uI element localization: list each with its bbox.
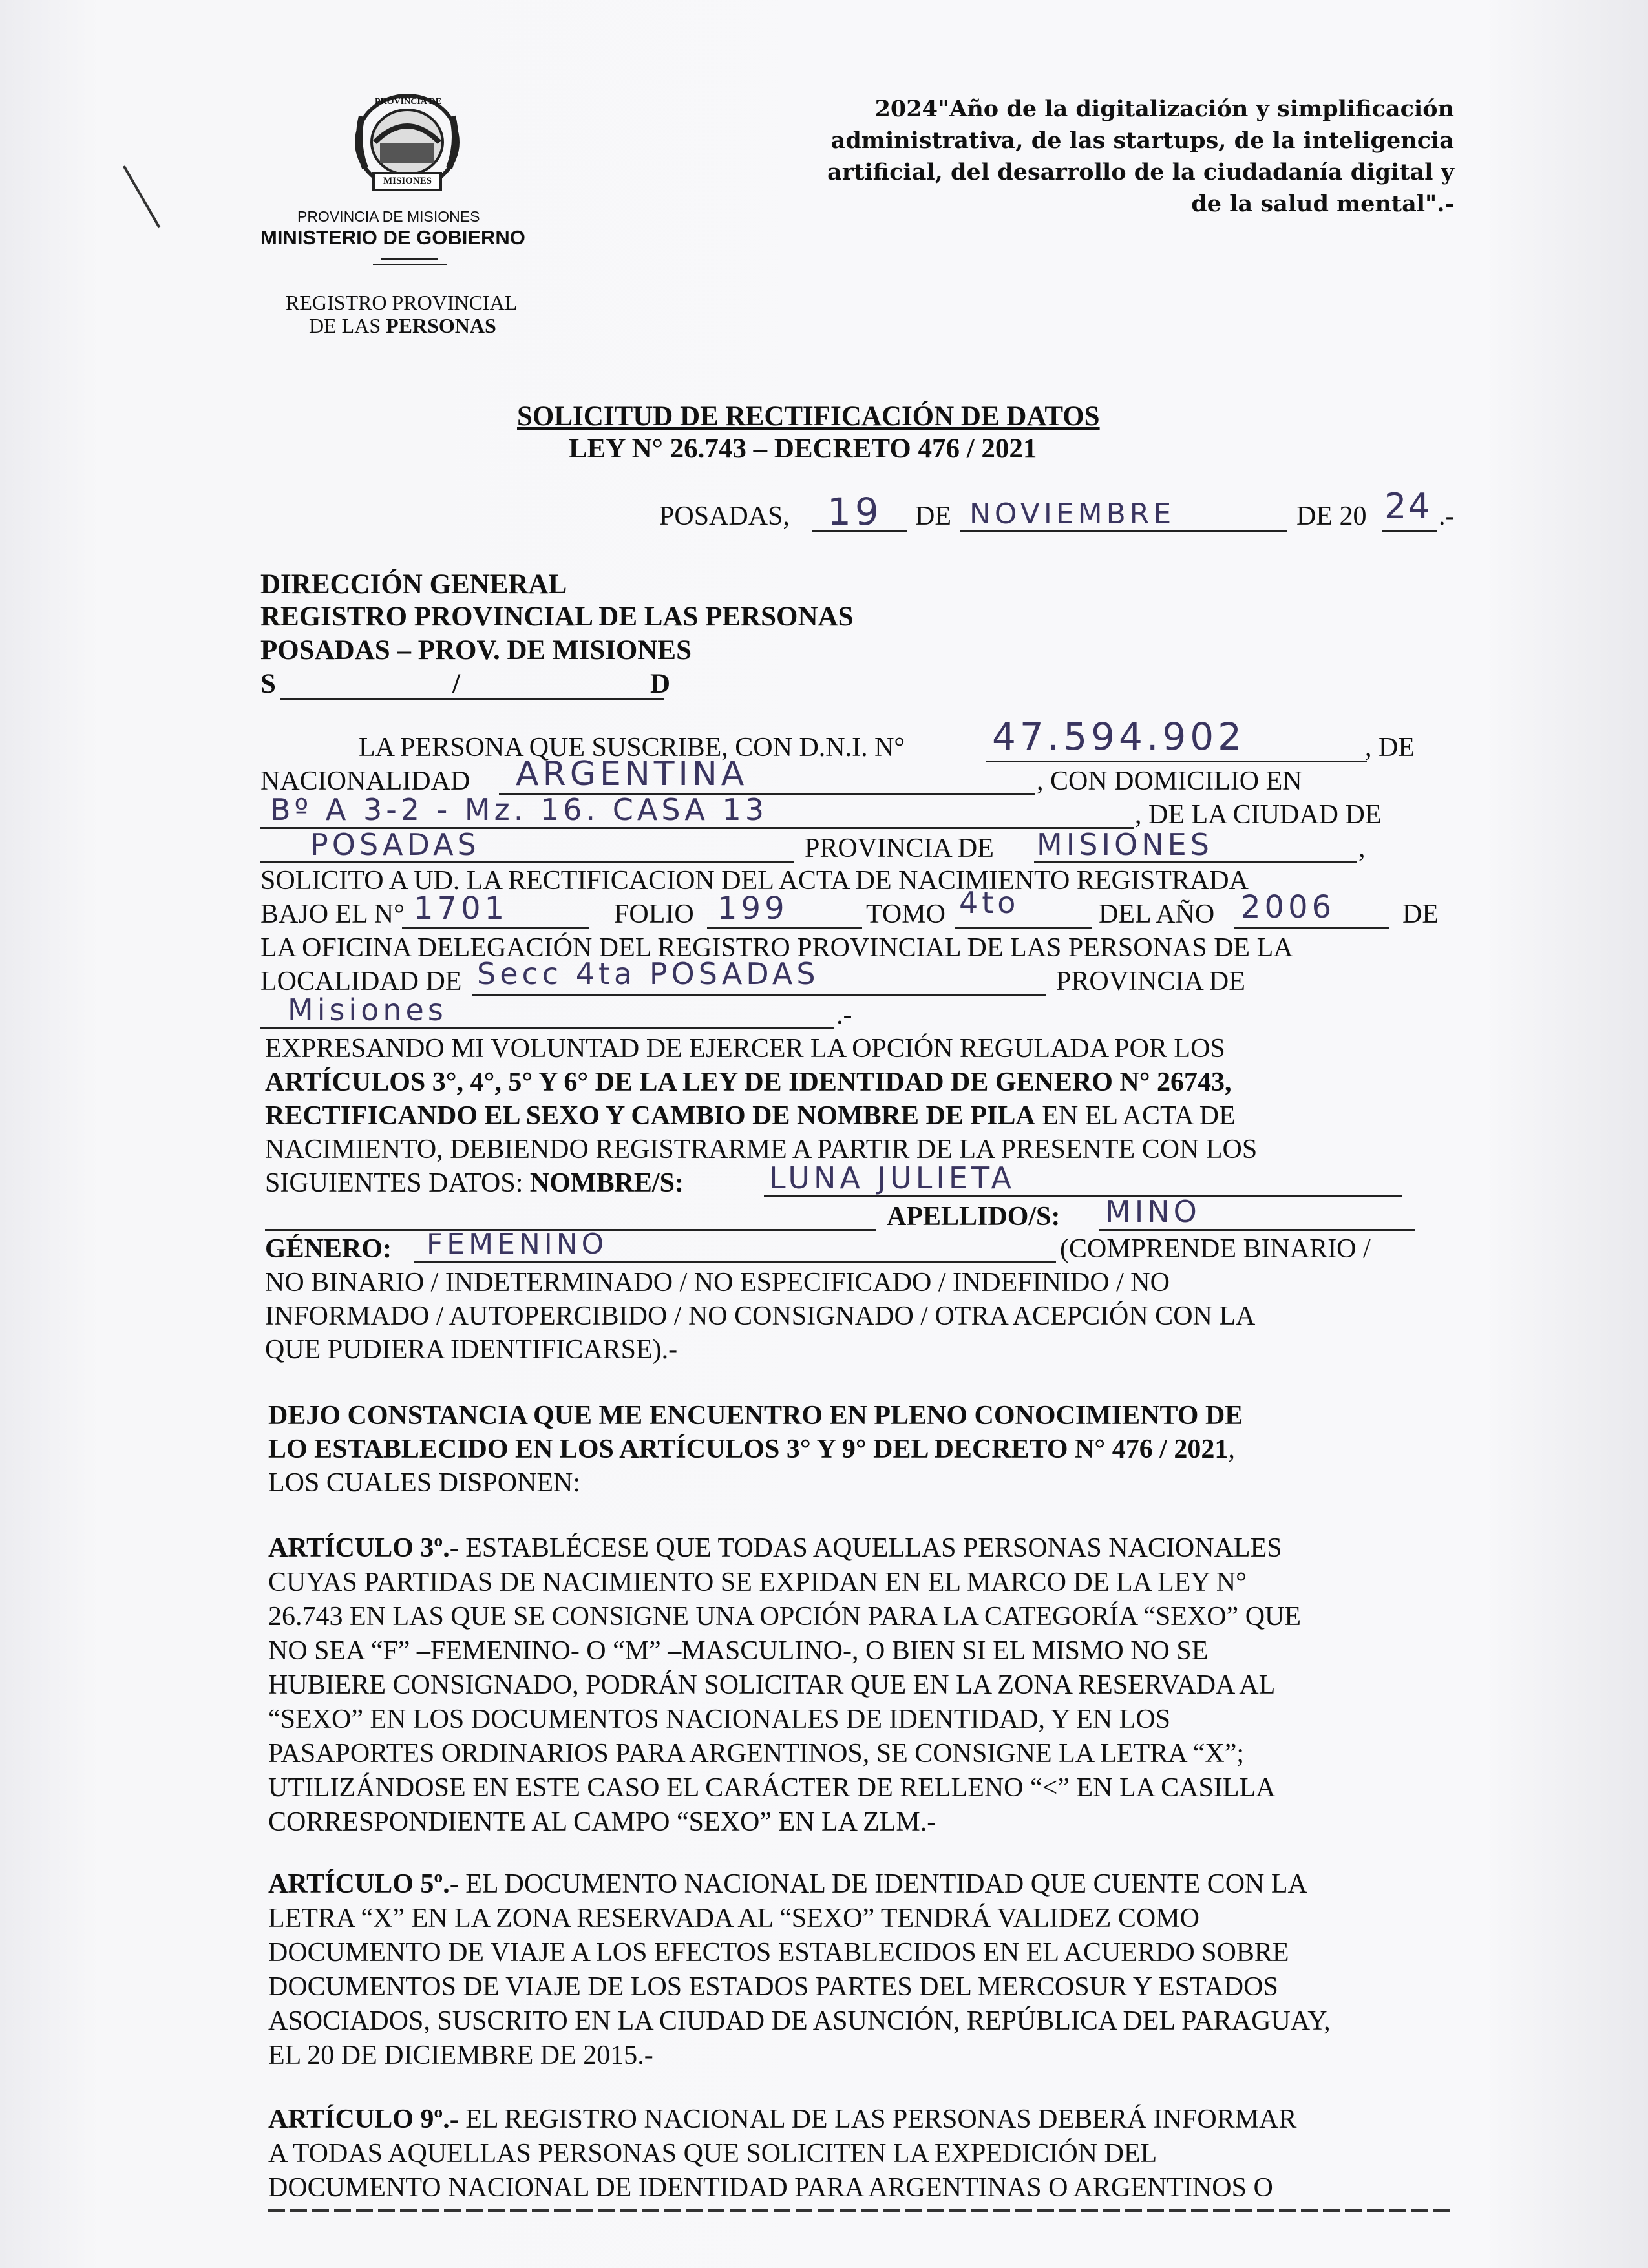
article-3-head: ARTÍCULO 3º.- (268, 1533, 459, 1563)
folio-line (707, 927, 862, 929)
article-3-l5: HUBIERE CONSIGNADO, PODRÁN SOLICITAR QUE EN LA ZONA RESERVADA AL (268, 1670, 1276, 1700)
article-5-l5: ASOCIADOS, SUSCRITO EN LA CIUDAD DE ASUNCIÓN, REPÚBLICA DEL PARAGUAY, (268, 2006, 1331, 2036)
form-t19: ARTÍCULOS 3°, 4°, 5° Y 6° DE LA LEY DE IDENTIDAD DE GENERO N° 26743, (265, 1067, 1232, 1097)
article-9 (268, 2103, 1470, 2205)
article-5-l2: LETRA “X” EN LA ZONA RESERVADA AL “SEXO” TENDRÁ VALIDEZ COMO (268, 1904, 1199, 1933)
header-ministry: MINISTERIO DE GOBIERNO (260, 226, 525, 249)
form-t22 (265, 1166, 684, 1201)
motto (743, 93, 1454, 220)
form-t24: GÉNERO: (265, 1234, 392, 1264)
form-t12: DEL AÑO (1099, 899, 1215, 929)
seal-text-bottom: MISIONES (383, 176, 432, 186)
date-city: POSADAS, (659, 501, 790, 531)
motto-line-1: 2024"Año de la digitalización y simplificación (874, 96, 1454, 122)
form-t26: NO BINARIO / INDETERMINADO / NO ESPECIFICADO / INDEFINIDO / NO (265, 1268, 1170, 1297)
pen-mark (123, 165, 160, 228)
form-t14: LA OFICINA DELEGACIÓN DEL REGISTRO PROVINCIAL DE LAS PERSONAS DE LA (260, 933, 1293, 963)
motto-line-3: artificial, del desarrollo de la ciudadanía digital y (827, 159, 1454, 185)
form-t10: FOLIO (614, 899, 694, 929)
year-line (1234, 927, 1389, 929)
seal-text-top: PROVINCIA DE (375, 97, 442, 107)
constancia-1: DEJO CONSTANCIA QUE ME ENCUENTRO EN PLENO CONOCIMIENTO DE (268, 1401, 1243, 1431)
cutoff-line (268, 2209, 1451, 2212)
registry-2b: PERSONAS (386, 314, 496, 337)
ministry-underline-2 (373, 264, 447, 265)
form-t25: (COMPRENDE BINARIO / (1060, 1234, 1371, 1264)
form-t21: NACIMIENTO, DEBIENDO REGISTRARME A PARTIR DE LA PRESENTE CON LOS (265, 1135, 1258, 1164)
constancia-2 (268, 1432, 1235, 1467)
date-year: 24 (1384, 486, 1431, 527)
date-month: NOVIEMBRE (969, 498, 1176, 530)
addressee-1: DIRECCIÓN GENERAL (260, 569, 567, 600)
gender-value: FEMENINO (427, 1228, 608, 1261)
nationality-value: ARGENTINA (516, 755, 748, 793)
form-t17: .- (836, 1000, 852, 1030)
form-t5: , DE LA CIUDAD DE (1135, 800, 1382, 830)
article-9-head: ARTÍCULO 9º.- (268, 2105, 459, 2134)
acta-value: 1701 (414, 890, 509, 927)
motto-line-2: administrativa, de las startups, de la inteligencia (830, 127, 1454, 154)
article-3-l2: CUYAS PARTIDAS DE NACIMIENTO SE EXPIDAN EN EL MARCO DE LA LEY N° (268, 1568, 1247, 1597)
form-t28: QUE PUDIERA IDENTIFICARSE).- (265, 1335, 678, 1365)
date-day: 19 (827, 490, 883, 534)
ministry-underline (381, 258, 438, 260)
article-5 (268, 1867, 1470, 2073)
form-title: SOLICITUD DE RECTIFICACIÓN DE DATOS (517, 401, 1100, 432)
locality-line (472, 994, 1046, 996)
constancia-2a: LO ESTABLECIDO EN LOS ARTÍCULOS 3° Y 9° DEL DECRETO N° 476 / 2021 (268, 1434, 1229, 1464)
addressee-d: D (650, 669, 671, 699)
article-3-l3: 26.743 EN LAS QUE SE CONSIGNE UNA OPCIÓN PARA LA CATEGORÍA “SEXO” QUE (268, 1602, 1302, 1632)
form-t20a: RECTIFICANDO EL SEXO Y CAMBIO DE NOMBRE DE PILA (265, 1101, 1035, 1131)
article-3 (268, 1531, 1470, 1840)
form-t16: PROVINCIA DE (1056, 967, 1245, 996)
acta-line (402, 927, 589, 929)
form-t15: LOCALIDAD DE (260, 967, 462, 996)
date-de1: DE (915, 501, 951, 531)
locality-value: Secc 4ta POSADAS (477, 956, 819, 991)
form-t7: , (1358, 834, 1366, 863)
form-t27: INFORMADO / AUTOPERCIBIDO / NO CONSIGNADO / OTRA ACEPCIÓN CON LA (265, 1301, 1256, 1331)
article-9-l3: DOCUMENTO NACIONAL DE IDENTIDAD PARA ARGENTINAS O ARGENTINOS O (268, 2173, 1273, 2203)
form-t13: DE (1402, 899, 1439, 929)
date-de2: DE 20 (1296, 501, 1367, 531)
article-3-l6: “SEXO” EN LOS DOCUMENTOS NACIONALES DE IDENTIDAD, Y EN LOS (268, 1705, 1171, 1734)
folio-value: 199 (717, 890, 788, 927)
form-t3: NACIONALIDAD (260, 766, 470, 796)
dni-line (986, 761, 1367, 762)
form-law: LEY N° 26.743 – DECRETO 476 / 2021 (569, 434, 1037, 464)
address-value: Bº A 3-2 - Mz. 16. CASA 13 (270, 792, 768, 827)
form-t1: LA PERSONA QUE SUSCRIBE, CON D.N.I. N° (359, 733, 905, 762)
article-9-l1: EL REGISTRO NACIONAL DE LAS PERSONAS DEBERÁ INFORMAR (458, 2105, 1297, 2134)
motto-line-4: de la salud mental".- (1191, 191, 1454, 217)
addressee-s: S (260, 669, 276, 699)
constancia-3: LOS CUALES DISPONEN: (268, 1468, 581, 1498)
form-t23: APELLIDO/S: (887, 1202, 1061, 1232)
addressee-2: REGISTRO PROVINCIAL DE LAS PERSONAS (260, 602, 854, 632)
article-5-l4: DOCUMENTOS DE VIAJE DE LOS ESTADOS PARTES DEL MERCOSUR Y ESTADOS (268, 1972, 1278, 2002)
registry-2a: DE LAS (309, 314, 386, 337)
form-t4: , CON DOMICILIO EN (1037, 766, 1302, 796)
article-3-l8: UTILIZÁNDOSE EN ESTE CASO EL CARÁCTER DE RELLENO “<” EN LA CASILLA (268, 1773, 1276, 1803)
constancia-2b: , (1228, 1434, 1235, 1464)
form-t22a: SIGUIENTES DATOS: (265, 1168, 530, 1198)
article-9-l2: A TODAS AQUELLAS PERSONAS QUE SOLICITEN LA EXPEDICIÓN DEL (268, 2139, 1157, 2168)
city-value: POSADAS (310, 827, 480, 862)
article-3-l4: NO SEA “F” –FEMENINO- O “M” –MASCULINO-, O BIEN SI EL MISMO NO SE (268, 1636, 1209, 1666)
form-t18: EXPRESANDO MI VOLUNTAD DE EJERCER LA OPCIÓN REGULADA POR LOS (265, 1034, 1225, 1064)
form-t6: PROVINCIA DE (805, 834, 994, 863)
dni-value: 47.594.902 (992, 715, 1246, 759)
form-t22b: NOMBRE/S: (529, 1168, 684, 1198)
article-5-l6: EL 20 DE DICIEMBRE DE 2015.- (268, 2041, 653, 2070)
header-registry-2 (309, 314, 496, 338)
sd-line (280, 698, 664, 700)
form-t11: TOMO (866, 899, 945, 929)
names-value: LUNA JULIETA (769, 1160, 1015, 1195)
article-5-l1: EL DOCUMENTO NACIONAL DE IDENTIDAD QUE CUENTE CON LA (458, 1869, 1307, 1899)
form-t9: BAJO EL N° (260, 899, 405, 929)
article-3-l9: CORRESPONDIENTE AL CAMPO “SEXO” EN LA ZLM.- (268, 1807, 936, 1837)
article-3-l1: ESTABLÉCESE QUE TODAS AQUELLAS PERSONAS NACIONALES (458, 1533, 1282, 1563)
form-t20 (265, 1098, 1236, 1133)
gender-line (414, 1261, 1056, 1263)
article-3-l7: PASAPORTES ORDINARIOS PARA ARGENTINOS, SE CONSIGNE LA LETRA “X”; (268, 1739, 1245, 1769)
form-t2: , DE (1365, 733, 1415, 762)
header-registry-1: REGISTRO PROVINCIAL (286, 291, 518, 314)
header-province: PROVINCIA DE MISIONES (297, 208, 480, 225)
province-value: MISIONES (1037, 827, 1213, 862)
names-line (764, 1195, 1402, 1197)
form-t8: SOLICITO A UD. LA RECTIFICACION DEL ACTA DE NACIMIENTO REGISTRADA (260, 866, 1249, 896)
article-5-l3: DOCUMENTO DE VIAJE A LOS EFECTOS ESTABLECIDOS EN EL ACUERDO SOBRE (268, 1938, 1289, 1968)
tomo-value: 4to (959, 885, 1020, 920)
date-year-line (1382, 530, 1437, 532)
article-5-head: ARTÍCULO 5º.- (268, 1869, 459, 1899)
year-value: 2006 (1241, 889, 1336, 925)
addressee-slash: / (452, 669, 460, 699)
province2-value: Misiones (288, 992, 447, 1027)
addressee-3: POSADAS – PROV. DE MISIONES (260, 635, 692, 666)
surname-line (1099, 1229, 1415, 1231)
surname-value: MINO (1105, 1194, 1201, 1229)
province2-line (260, 1027, 834, 1029)
form-t20b: EN EL ACTA DE (1035, 1101, 1236, 1131)
tomo-line (955, 927, 1092, 929)
date-end: .- (1439, 501, 1455, 531)
